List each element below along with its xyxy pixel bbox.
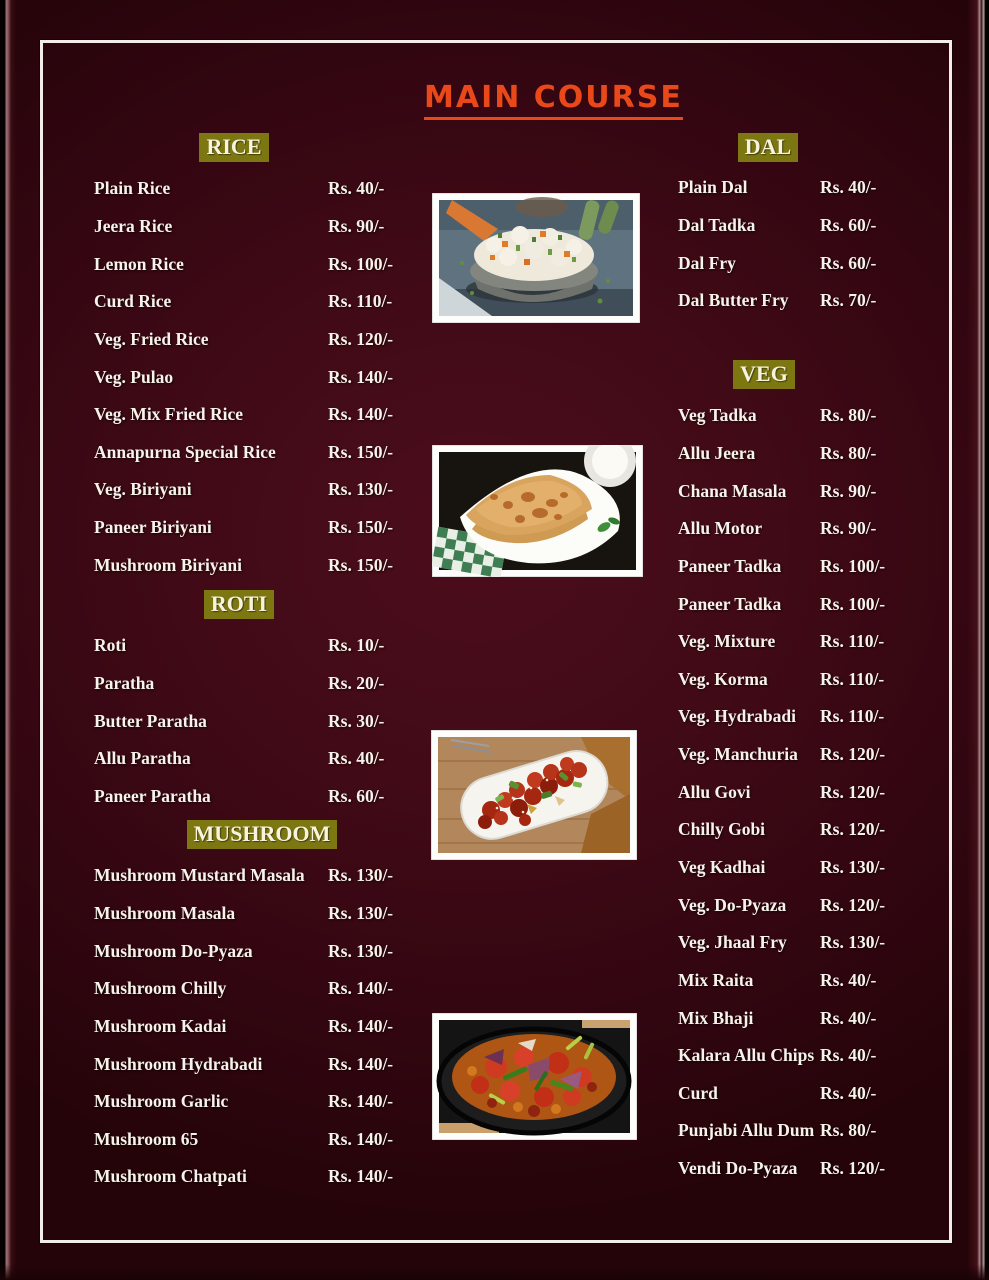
- right-edge-binding: [967, 0, 989, 1280]
- menu-item-row: [94, 1083, 430, 1121]
- menu-item-row: [94, 702, 384, 740]
- section-mushroom: [94, 820, 430, 1196]
- item-name: Veg. Fried Rice: [94, 328, 209, 349]
- item-name: Allu Motor: [678, 518, 763, 539]
- item-price: Rs. 20/-: [328, 672, 385, 693]
- item-name: Kalara Allu Chips: [678, 1045, 815, 1066]
- item-name: Veg. Jhaal Fry: [678, 932, 787, 953]
- menu-item-row: [678, 548, 886, 586]
- menu-item-row: [678, 1075, 877, 1113]
- item-name: Mushroom Do-Pyaza: [94, 940, 253, 961]
- item-price: Rs. 40/-: [820, 1082, 877, 1103]
- menu-item-row: [678, 660, 885, 698]
- item-name: Veg. Korma: [678, 668, 768, 689]
- item-price: Rs. 150/-: [328, 441, 394, 462]
- item-name: Veg. Mixture: [678, 631, 776, 652]
- item-price: Rs. 40/-: [820, 1007, 877, 1028]
- section-header-row: [678, 133, 858, 169]
- item-price: Rs. 130/-: [328, 902, 394, 923]
- item-price: Rs. 120/-: [820, 781, 886, 802]
- item-name: Mushroom Hydrabadi: [94, 1053, 263, 1074]
- item-price: Rs. 80/-: [820, 442, 877, 463]
- item-price: Rs. 100/-: [820, 555, 886, 576]
- menu-item-row: [678, 849, 886, 887]
- menu-item-row: [94, 509, 394, 547]
- item-name: Mushroom Kadai: [94, 1015, 227, 1036]
- menu-item-row: [678, 585, 886, 623]
- item-name: Annapurna Special Rice: [94, 441, 276, 462]
- menu-item-row: [678, 811, 886, 849]
- item-name: Vendi Do-Pyaza: [678, 1158, 798, 1179]
- item-price: Rs. 60/-: [820, 252, 877, 273]
- menu-item-row: [94, 740, 384, 778]
- menu-item-row: [94, 895, 430, 933]
- item-price: Rs. 130/-: [328, 940, 394, 961]
- menu-item-row: [94, 321, 394, 359]
- item-name: Allu Jeera: [678, 442, 756, 463]
- item-name: Mix Raita: [678, 969, 754, 990]
- menu-item-row: [94, 970, 430, 1008]
- menu-item-row: [94, 283, 393, 321]
- menu-item-row: [678, 623, 885, 661]
- item-price: Rs. 70/-: [820, 290, 877, 311]
- section-header-row: [94, 590, 384, 627]
- item-name: Mushroom Chatpati: [94, 1166, 247, 1187]
- item-price: Rs. 140/-: [328, 1166, 394, 1187]
- menu-item-row: [94, 245, 394, 283]
- item-name: Allu Paratha: [94, 748, 191, 769]
- item-name: Dal Tadka: [678, 214, 756, 235]
- menu-item-row: [678, 472, 877, 510]
- menu-item-row: [678, 169, 877, 207]
- left-edge-binding: [0, 0, 16, 1280]
- item-name: Paneer Tadka: [678, 593, 782, 614]
- item-name: Mushroom Garlic: [94, 1091, 229, 1112]
- item-price: Rs. 140/-: [328, 1091, 394, 1112]
- item-name: Veg Kadhai: [678, 857, 766, 877]
- item-price: Rs. 120/-: [820, 1158, 886, 1179]
- item-price: Rs. 90/-: [820, 480, 877, 501]
- item-name: Mushroom Mustard Masala: [94, 865, 305, 886]
- menu-item-row: [678, 773, 886, 811]
- item-price: Rs. 140/-: [328, 404, 394, 425]
- item-price: Rs. 100/-: [328, 253, 394, 274]
- item-price: Rs. 110/-: [328, 291, 393, 312]
- item-name: Mushroom Masala: [94, 902, 236, 923]
- item-price: Rs. 80/-: [820, 1120, 877, 1141]
- veg-rice-bowl-photo: [432, 193, 640, 323]
- item-name: Butter Paratha: [94, 710, 207, 731]
- item-price: Rs. 140/-: [328, 978, 394, 999]
- item-price: Rs. 100/-: [820, 593, 886, 614]
- item-name: Chana Masala: [678, 480, 787, 501]
- section-dal: [678, 133, 877, 320]
- menu-item-row: [94, 932, 430, 970]
- item-price: Rs. 40/-: [820, 969, 877, 990]
- menu-item-row: [94, 396, 394, 434]
- section-header-rice: RICE: [199, 133, 268, 162]
- item-price: Rs. 40/-: [328, 748, 385, 769]
- item-name: Veg. Do-Pyaza: [678, 894, 787, 915]
- item-price: Rs. 150/-: [328, 554, 394, 575]
- menu-item-row: [678, 1112, 877, 1150]
- item-price: Rs. 110/-: [820, 668, 885, 689]
- section-rice: [94, 133, 394, 584]
- item-price: Rs. 150/-: [328, 517, 394, 538]
- item-name: Mushroom Chilly: [94, 978, 227, 999]
- menu-item-row: [94, 358, 394, 396]
- section-header-veg: VEG: [733, 360, 795, 389]
- menu-item-row: [678, 1037, 877, 1075]
- menu-item-row: [678, 886, 886, 924]
- item-name: Mushroom 65: [94, 1128, 199, 1149]
- menu-item-row: [678, 207, 877, 245]
- item-name: Paratha: [94, 672, 155, 693]
- menu-item-row: [678, 962, 877, 1000]
- section-header-row: [678, 360, 850, 396]
- item-price: Rs. 10/-: [328, 635, 385, 656]
- menu-item-row: [678, 282, 877, 320]
- menu-item-row: [94, 546, 394, 584]
- section-veg: [678, 360, 886, 1187]
- item-price: Rs. 140/-: [328, 1053, 394, 1074]
- item-name: Veg. Hydrabadi: [678, 706, 796, 727]
- item-price: Rs. 130/-: [328, 865, 394, 886]
- menu-item-row: [678, 510, 877, 548]
- item-name: Allu Govi: [678, 781, 751, 802]
- menu-item-row: [94, 665, 384, 703]
- menu-item-row: [94, 471, 394, 509]
- item-price: Rs. 40/-: [820, 1045, 877, 1066]
- item-price: Rs. 120/-: [820, 744, 886, 765]
- section-roti: [94, 590, 384, 815]
- section-header-row: [94, 820, 430, 857]
- item-name: Dal Butter Fry: [678, 290, 789, 311]
- item-price: Rs. 90/-: [328, 215, 385, 236]
- menu-item-row: [94, 1008, 430, 1046]
- page-title: MAIN COURSE: [424, 80, 683, 120]
- item-price: Rs. 110/-: [820, 631, 885, 652]
- menu-item-row: [678, 435, 877, 473]
- menu-item-row: [94, 170, 385, 208]
- item-price: Rs. 130/-: [820, 857, 886, 877]
- menu-item-row: [678, 1150, 886, 1188]
- menu-item-row: [678, 244, 877, 282]
- item-price: Rs. 60/-: [820, 214, 877, 235]
- item-price: Rs. 130/-: [820, 932, 886, 953]
- item-name: Lemon Rice: [94, 253, 184, 274]
- item-name: Plain Dal: [678, 177, 748, 198]
- item-name: Paneer Paratha: [94, 785, 211, 806]
- item-name: Punjabi Allu Dum: [678, 1120, 815, 1141]
- menu-item-row: [94, 627, 384, 665]
- item-name: Veg. Biriyani: [94, 479, 192, 500]
- item-price: Rs. 40/-: [820, 177, 877, 198]
- section-header-row: [94, 133, 374, 170]
- item-price: Rs. 110/-: [820, 706, 885, 727]
- kadai-veg-curry-photo: [432, 1013, 637, 1140]
- item-name: Mushroom Biriyani: [94, 554, 242, 575]
- item-name: Paneer Biriyani: [94, 517, 212, 538]
- item-price: Rs. 120/-: [328, 328, 394, 349]
- item-name: Paneer Tadka: [678, 555, 782, 576]
- item-name: Mix Bhaji: [678, 1007, 754, 1028]
- menu-item-row: [94, 1045, 430, 1083]
- menu-item-row: [678, 999, 877, 1037]
- bottom-vignette: [0, 1264, 989, 1280]
- menu-item-row: [94, 857, 430, 895]
- item-name: Curd: [678, 1082, 718, 1103]
- menu-item-row: [678, 924, 886, 962]
- item-price: Rs. 40/-: [328, 178, 385, 199]
- item-name: Veg Tadka: [678, 405, 757, 426]
- menu-item-row: [94, 433, 394, 471]
- item-price: Rs. 120/-: [820, 894, 886, 915]
- paratha-photo: [432, 445, 643, 577]
- item-name: Veg. Mix Fried Rice: [94, 404, 244, 425]
- item-price: Rs. 130/-: [328, 479, 394, 500]
- item-name: Jeera Rice: [94, 215, 173, 236]
- item-name: Veg. Manchuria: [678, 744, 798, 765]
- item-name: Veg. Pulao: [94, 366, 174, 387]
- item-price: Rs. 140/-: [328, 1128, 394, 1149]
- item-name: Dal Fry: [678, 252, 736, 273]
- item-price: Rs. 60/-: [328, 785, 385, 806]
- item-name: Roti: [94, 635, 127, 656]
- item-price: Rs. 30/-: [328, 710, 385, 731]
- menu-item-row: [678, 736, 886, 774]
- item-name: Chilly Gobi: [678, 819, 766, 840]
- item-name: Curd Rice: [94, 291, 172, 312]
- section-header-roti: ROTI: [204, 590, 274, 619]
- section-header-dal: DAL: [738, 133, 798, 162]
- item-price: Rs. 120/-: [820, 819, 886, 840]
- menu-item-row: [94, 778, 384, 816]
- menu-item-row: [94, 208, 385, 246]
- item-name: Plain Rice: [94, 178, 171, 199]
- item-price: Rs. 140/-: [328, 1015, 394, 1036]
- item-price: Rs. 140/-: [328, 366, 394, 387]
- menu-item-row: [94, 1120, 430, 1158]
- item-price: Rs. 90/-: [820, 518, 877, 539]
- chilli-gobi-platter-photo: [431, 730, 637, 860]
- section-header-mushroom: MUSHROOM: [187, 820, 338, 849]
- menu-item-row: [678, 698, 885, 736]
- item-price: Rs. 80/-: [820, 405, 877, 426]
- menu-item-row: [678, 397, 877, 435]
- menu-item-row: [94, 1158, 430, 1196]
